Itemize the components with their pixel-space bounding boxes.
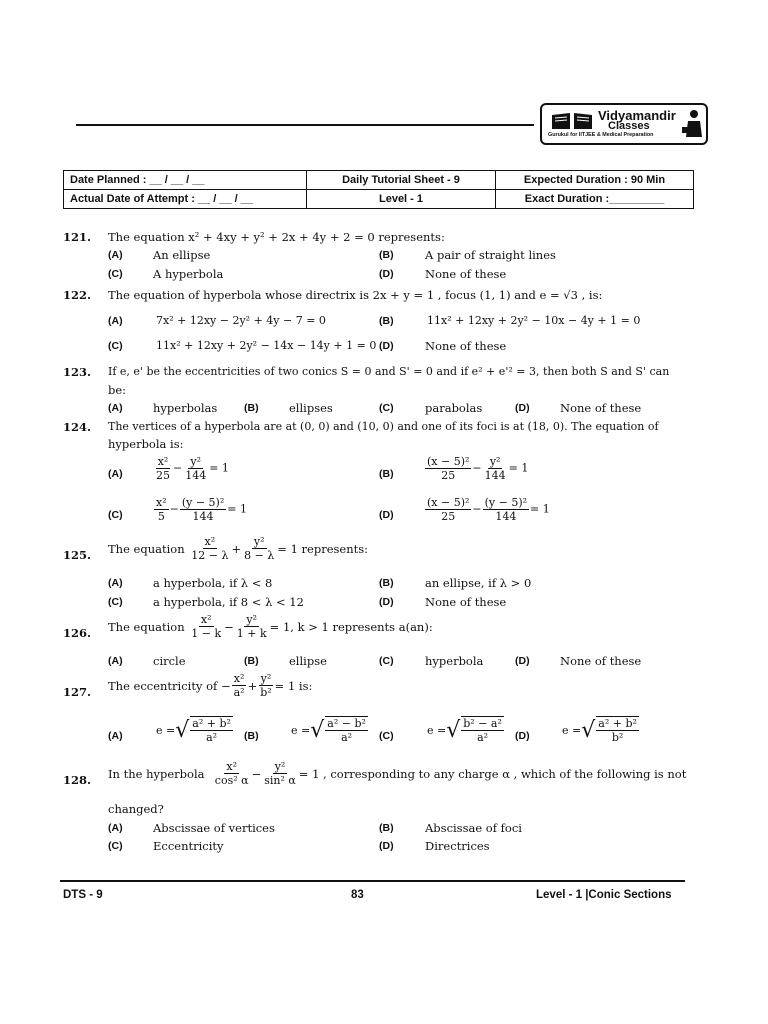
option-d: None of these <box>425 339 507 353</box>
option-b: ellipses <box>289 401 333 415</box>
question-stem-cont: changed? <box>108 802 164 816</box>
option-c: 11x² + 12xy + 2y² − 14x − 14y + 1 = 0 <box>156 339 377 352</box>
option-label: (A) <box>108 402 123 414</box>
option-c: $\frac{\text{x²}}{5}$ − $\frac{\text{(y − 5)²}}{144}$ = 1 <box>156 496 247 523</box>
date-planned: Date Planned : __ / __ / __ <box>64 171 307 190</box>
question-stem: The equation x² + 4xy + y² + 2x + 4y + 2 = 0 represents: <box>108 230 445 244</box>
option-label: (A) <box>108 249 123 261</box>
option-a: An ellipse <box>153 248 211 262</box>
option-label: (C) <box>379 655 394 667</box>
option-label: (A) <box>108 468 123 480</box>
question-number: 123. <box>63 365 92 379</box>
header-table <box>63 170 694 209</box>
footer-sheet: DTS - 9 <box>63 889 103 901</box>
option-d: e = √ $\frac{\text{a² + b²}}{\text{b²}}$ <box>562 717 637 744</box>
question-stem: The eccentricity of − $\frac{\text{x²}}{\text{a²}}$ + $\frac{\text{y²}}{\text{b²}}$ = 1 is: <box>108 672 313 699</box>
option-c: parabolas <box>425 401 483 415</box>
exact-duration: Exact Duration :_________ <box>496 190 694 209</box>
book-icon <box>550 111 594 131</box>
question-stem: The vertices of a hyperbola are at (0, 0) and (10, 0) and one of its foci is at (18, 0). The equation of <box>108 420 659 433</box>
question-number: 127. <box>63 685 92 699</box>
logo <box>540 103 708 145</box>
option-label: (A) <box>108 655 123 667</box>
level: Level - 1 <box>307 190 496 209</box>
option-b: 11x² + 12xy + 2y² − 10x − 4y + 1 = 0 <box>427 314 641 327</box>
question-number: 125. <box>63 548 92 562</box>
question-stem: In the hyperbola $\frac{\text{x²}}{\text{cos² α}}$ − $\frac{\text{y²}}{\text{sin² α}}$ = 1 , corresponding to any charge α , which of the following is not <box>108 760 687 787</box>
option-label: (A) <box>108 315 123 327</box>
option-b: $\frac{\text{(x − 5)²}}{25}$ − $\frac{\text{y²}}{144}$ = 1 <box>427 455 529 482</box>
question-stem: The equation $\frac{\text{x²}}{1 - k}$ − $\frac{\text{y²}}{1 + k}$ = 1, k > 1 represents a(an): <box>108 613 433 640</box>
option-label: (D) <box>379 840 394 852</box>
option-b: A pair of straight lines <box>425 248 556 262</box>
option-label: (A) <box>108 730 123 742</box>
option-label: (B) <box>244 402 259 414</box>
option-b: ellipse <box>289 654 327 668</box>
option-label: (B) <box>379 315 394 327</box>
option-label: (D) <box>515 655 530 667</box>
logo-line2: Classes <box>608 120 650 132</box>
option-b: Abscissae of foci <box>425 821 522 835</box>
option-label: (D) <box>515 730 530 742</box>
option-label: (B) <box>244 655 259 667</box>
option-c: hyperbola <box>425 654 484 668</box>
option-label: (D) <box>379 268 394 280</box>
option-a: hyperbolas <box>153 401 218 415</box>
option-c: e = √ $\frac{\text{b² − a²}}{\text{a²}}$ <box>427 717 502 744</box>
footer-topic: Level - 1 |Conic Sections <box>536 889 672 901</box>
option-label: (B) <box>379 822 394 834</box>
option-d: None of these <box>560 401 642 415</box>
question-stem-cont: hyperbola is: <box>108 437 184 451</box>
footer-rule <box>60 880 685 882</box>
page-number: 83 <box>351 889 364 901</box>
option-d: None of these <box>425 267 507 281</box>
option-d: None of these <box>560 654 642 668</box>
option-c: A hyperbola <box>153 267 224 281</box>
option-d: $\frac{\text{(x − 5)²}}{25}$ − $\frac{\text{(y − 5)²}}{144}$ = 1 <box>427 496 550 523</box>
question-stem: If e, e' be the eccentricities of two conics S = 0 and S' = 0 and if e² + e'² = 3, then both S and S' can <box>108 365 670 378</box>
option-label: (D) <box>515 402 530 414</box>
question-number: 122. <box>63 288 92 302</box>
option-c: a hyperbola, if 8 < λ < 12 <box>153 595 304 609</box>
question-number: 128. <box>63 773 92 787</box>
option-label: (D) <box>379 509 394 521</box>
logo-line1: Vidyamandir <box>598 108 676 123</box>
option-label: (B) <box>379 249 394 261</box>
option-a: Abscissae of vertices <box>153 821 275 835</box>
option-a: circle <box>153 654 186 668</box>
question-stem: The equation $\frac{\text{x²}}{12 - \lambda}$ + $\frac{\text{y²}}{8 - \lambda}$ = 1 represents: <box>108 535 369 562</box>
option-label: (C) <box>108 340 123 352</box>
option-label: (B) <box>379 577 394 589</box>
logo-tagline: Gurukul for IITJEE & Medical Preparation <box>548 132 654 138</box>
question-stem: The equation of hyperbola whose directrix is 2x + y = 1 , focus (1, 1) and e = √3 , is: <box>108 288 603 302</box>
option-label: (C) <box>108 509 123 521</box>
actual-date: Actual Date of Attempt : __ / __ / __ <box>64 190 307 209</box>
question-number: 121. <box>63 230 92 244</box>
option-c: Eccentricity <box>153 839 224 853</box>
reader-icon <box>682 109 704 139</box>
option-a: $\frac{\text{x²}}{25}$ − $\frac{\text{y²}}{144}$ = 1 <box>156 455 229 482</box>
option-label: (C) <box>379 402 394 414</box>
option-a: 7x² + 12xy − 2y² + 4y − 7 = 0 <box>156 314 326 327</box>
option-label: (A) <box>108 822 123 834</box>
option-a: e = √ $\frac{\text{a² + b²}}{\text{a²}}$ <box>156 717 231 744</box>
question-number: 126. <box>63 626 92 640</box>
option-label: (D) <box>379 596 394 608</box>
question-number: 124. <box>63 420 92 434</box>
option-label: (B) <box>379 468 394 480</box>
option-d: None of these <box>425 595 507 609</box>
question-stem-cont: be: <box>108 383 127 397</box>
sheet-title: Daily Tutorial Sheet - 9 <box>307 171 496 190</box>
option-d: Directrices <box>425 839 490 853</box>
option-label: (D) <box>379 340 394 352</box>
option-label: (C) <box>108 596 123 608</box>
option-label: (A) <box>108 577 123 589</box>
option-b: an ellipse, if λ > 0 <box>425 576 532 590</box>
option-label: (B) <box>244 730 259 742</box>
expected-duration: Expected Duration : 90 Min <box>496 171 694 190</box>
option-b: e = √ $\frac{\text{a² − b²}}{\text{a²}}$ <box>291 717 366 744</box>
option-label: (C) <box>108 840 123 852</box>
header-rule <box>76 124 534 126</box>
option-a: a hyperbola, if λ < 8 <box>153 576 273 590</box>
option-label: (C) <box>108 268 123 280</box>
option-label: (C) <box>379 730 394 742</box>
